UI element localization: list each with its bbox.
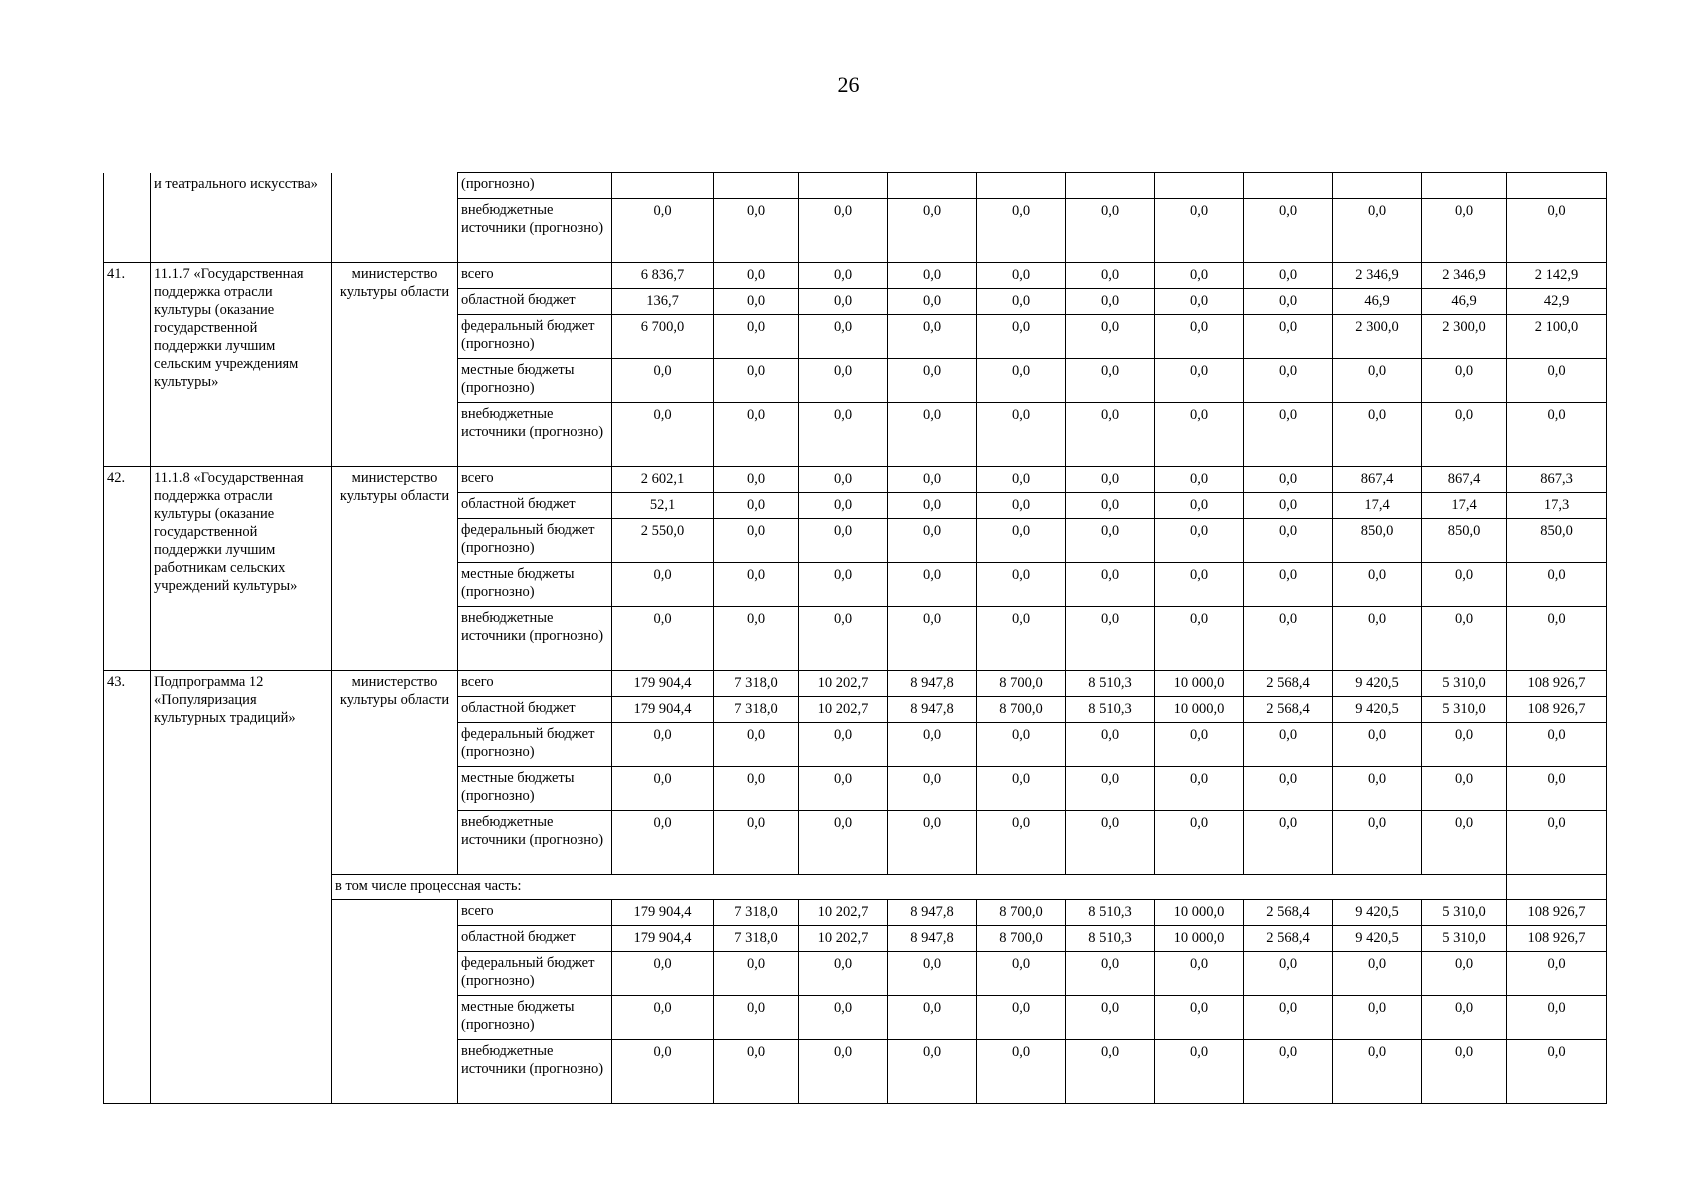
funding-source-label: внебюджетные источники (прогнозно) — [458, 199, 612, 263]
table-row — [104, 671, 1607, 697]
amount-cell: 0,0 — [714, 767, 799, 811]
row-number: 41. — [104, 263, 151, 467]
amount-cell: 0,0 — [1507, 199, 1607, 263]
funding-source-label: внебюджетные источники (прогнозно) — [458, 811, 612, 875]
amount-cell: 0,0 — [714, 263, 799, 289]
amount-cell: 10 000,0 — [1155, 697, 1244, 723]
amount-cell: 0,0 — [977, 199, 1066, 263]
amount-cell: 8 510,3 — [1066, 697, 1155, 723]
amount-cell: 0,0 — [977, 563, 1066, 607]
amount-cell: 5 310,0 — [1422, 926, 1507, 952]
amount-cell: 0,0 — [1244, 563, 1333, 607]
amount-cell: 0,0 — [1333, 563, 1422, 607]
amount-cell: 179 904,4 — [612, 900, 714, 926]
amount-cell: 0,0 — [1066, 563, 1155, 607]
amount-cell: 0,0 — [714, 607, 799, 671]
amount-cell: 2 568,4 — [1244, 900, 1333, 926]
amount-cell: 42,9 — [1507, 289, 1607, 315]
amount-cell: 0,0 — [1066, 359, 1155, 403]
funding-source-label: областной бюджет — [458, 697, 612, 723]
amount-cell: 0,0 — [1333, 723, 1422, 767]
amount-cell: 0,0 — [612, 359, 714, 403]
amount-cell: 8 947,8 — [888, 671, 977, 697]
amount-cell: 10 000,0 — [1155, 926, 1244, 952]
amount-cell: 0,0 — [612, 996, 714, 1040]
amount-cell: 0,0 — [1422, 952, 1507, 996]
amount-cell: 0,0 — [1066, 467, 1155, 493]
amount-cell: 0,0 — [1244, 811, 1333, 875]
amount-cell: 0,0 — [1155, 952, 1244, 996]
amount-cell — [1066, 173, 1155, 199]
amount-cell: 0,0 — [714, 289, 799, 315]
amount-cell: 0,0 — [1066, 723, 1155, 767]
amount-cell: 0,0 — [799, 563, 888, 607]
amount-cell: 0,0 — [1244, 199, 1333, 263]
amount-cell: 0,0 — [1333, 403, 1422, 467]
amount-cell: 0,0 — [714, 996, 799, 1040]
amount-cell: 0,0 — [1422, 403, 1507, 467]
amount-cell: 0,0 — [1244, 1040, 1333, 1104]
amount-cell — [888, 173, 977, 199]
amount-cell: 9 420,5 — [1333, 671, 1422, 697]
amount-cell: 0,0 — [714, 493, 799, 519]
amount-cell: 0,0 — [1155, 467, 1244, 493]
amount-cell: 0,0 — [1155, 519, 1244, 563]
amount-cell: 0,0 — [799, 199, 888, 263]
amount-cell: 8 510,3 — [1066, 926, 1155, 952]
amount-cell: 0,0 — [888, 723, 977, 767]
amount-cell: 17,4 — [1333, 493, 1422, 519]
amount-cell: 2 300,0 — [1333, 315, 1422, 359]
amount-cell: 0,0 — [1155, 723, 1244, 767]
row-number — [104, 173, 151, 263]
amount-cell: 0,0 — [799, 467, 888, 493]
amount-cell: 0,0 — [1333, 1040, 1422, 1104]
amount-cell: 0,0 — [977, 315, 1066, 359]
row-number: 42. — [104, 467, 151, 671]
responsible-executor: министерство культуры области — [332, 467, 458, 671]
amount-cell — [1244, 173, 1333, 199]
amount-cell: 10 202,7 — [799, 697, 888, 723]
amount-cell: 0,0 — [1244, 952, 1333, 996]
amount-cell: 0,0 — [977, 607, 1066, 671]
amount-cell: 0,0 — [799, 359, 888, 403]
amount-cell: 8 510,3 — [1066, 900, 1155, 926]
amount-cell: 0,0 — [1066, 315, 1155, 359]
amount-cell: 0,0 — [888, 199, 977, 263]
amount-cell — [612, 173, 714, 199]
amount-cell: 10 202,7 — [799, 900, 888, 926]
amount-cell: 0,0 — [1155, 767, 1244, 811]
funding-source-label: местные бюджеты (прогнозно) — [458, 996, 612, 1040]
amount-cell: 0,0 — [714, 811, 799, 875]
amount-cell: 8 700,0 — [977, 671, 1066, 697]
amount-cell: 0,0 — [977, 811, 1066, 875]
amount-cell: 2 602,1 — [612, 467, 714, 493]
amount-cell: 0,0 — [612, 1040, 714, 1104]
amount-cell: 0,0 — [799, 519, 888, 563]
funding-source-label: областной бюджет — [458, 289, 612, 315]
amount-cell: 0,0 — [1244, 723, 1333, 767]
amount-cell: 10 000,0 — [1155, 900, 1244, 926]
amount-cell: 0,0 — [888, 403, 977, 467]
amount-cell: 0,0 — [1155, 359, 1244, 403]
table-cell — [1507, 875, 1607, 900]
amount-cell: 2 550,0 — [612, 519, 714, 563]
amount-cell: 0,0 — [799, 289, 888, 315]
amount-cell: 0,0 — [1422, 563, 1507, 607]
amount-cell: 0,0 — [1422, 996, 1507, 1040]
responsible-executor — [332, 900, 458, 1104]
amount-cell: 0,0 — [1422, 607, 1507, 671]
responsible-executor: министерство культуры области — [332, 263, 458, 467]
amount-cell: 0,0 — [1244, 289, 1333, 315]
amount-cell: 0,0 — [888, 289, 977, 315]
amount-cell: 108 926,7 — [1507, 697, 1607, 723]
amount-cell: 0,0 — [612, 403, 714, 467]
amount-cell: 0,0 — [1333, 767, 1422, 811]
amount-cell: 867,4 — [1422, 467, 1507, 493]
amount-cell: 0,0 — [714, 199, 799, 263]
amount-cell: 0,0 — [1066, 952, 1155, 996]
amount-cell — [977, 173, 1066, 199]
funding-source-label: федеральный бюджет (прогнозно) — [458, 315, 612, 359]
amount-cell: 0,0 — [888, 359, 977, 403]
amount-cell: 0,0 — [977, 767, 1066, 811]
amount-cell — [1507, 173, 1607, 199]
amount-cell: 0,0 — [714, 563, 799, 607]
amount-cell: 7 318,0 — [714, 926, 799, 952]
amount-cell: 108 926,7 — [1507, 900, 1607, 926]
amount-cell: 0,0 — [977, 952, 1066, 996]
amount-cell: 2 346,9 — [1422, 263, 1507, 289]
amount-cell: 46,9 — [1422, 289, 1507, 315]
amount-cell: 0,0 — [1155, 263, 1244, 289]
amount-cell: 0,0 — [888, 263, 977, 289]
amount-cell: 0,0 — [1155, 403, 1244, 467]
amount-cell: 0,0 — [977, 403, 1066, 467]
amount-cell: 0,0 — [1333, 199, 1422, 263]
amount-cell: 0,0 — [977, 263, 1066, 289]
amount-cell — [1333, 173, 1422, 199]
amount-cell: 0,0 — [799, 1040, 888, 1104]
amount-cell: 0,0 — [888, 952, 977, 996]
funding-source-label: всего — [458, 263, 612, 289]
amount-cell: 0,0 — [1155, 289, 1244, 315]
amount-cell: 0,0 — [1333, 607, 1422, 671]
amount-cell: 0,0 — [612, 723, 714, 767]
amount-cell: 0,0 — [977, 1040, 1066, 1104]
amount-cell: 10 202,7 — [799, 926, 888, 952]
amount-cell: 17,3 — [1507, 493, 1607, 519]
amount-cell: 7 318,0 — [714, 900, 799, 926]
amount-cell: 0,0 — [1244, 996, 1333, 1040]
amount-cell: 5 310,0 — [1422, 900, 1507, 926]
amount-cell: 0,0 — [1422, 811, 1507, 875]
amount-cell: 850,0 — [1507, 519, 1607, 563]
funding-source-label: областной бюджет — [458, 493, 612, 519]
amount-cell: 0,0 — [1066, 493, 1155, 519]
amount-cell: 0,0 — [1422, 199, 1507, 263]
amount-cell: 179 904,4 — [612, 671, 714, 697]
amount-cell: 0,0 — [799, 952, 888, 996]
amount-cell: 0,0 — [888, 563, 977, 607]
amount-cell: 46,9 — [1333, 289, 1422, 315]
amount-cell: 0,0 — [1155, 996, 1244, 1040]
funding-source-label: местные бюджеты (прогнозно) — [458, 563, 612, 607]
amount-cell: 5 310,0 — [1422, 697, 1507, 723]
amount-cell: 0,0 — [977, 467, 1066, 493]
amount-cell: 2 568,4 — [1244, 697, 1333, 723]
amount-cell: 0,0 — [1244, 607, 1333, 671]
amount-cell: 0,0 — [1066, 289, 1155, 315]
amount-cell: 0,0 — [1422, 723, 1507, 767]
amount-cell: 0,0 — [888, 519, 977, 563]
funding-source-label: всего — [458, 671, 612, 697]
amount-cell: 8 947,8 — [888, 900, 977, 926]
funding-source-label: местные бюджеты (прогнозно) — [458, 767, 612, 811]
amount-cell: 0,0 — [1244, 519, 1333, 563]
amount-cell: 0,0 — [1507, 811, 1607, 875]
amount-cell: 0,0 — [1507, 952, 1607, 996]
amount-cell: 9 420,5 — [1333, 926, 1422, 952]
amount-cell: 0,0 — [888, 607, 977, 671]
amount-cell: 136,7 — [612, 289, 714, 315]
page-number: 26 — [837, 72, 860, 97]
amount-cell: 0,0 — [888, 996, 977, 1040]
amount-cell: 5 310,0 — [1422, 671, 1507, 697]
amount-cell: 0,0 — [1422, 767, 1507, 811]
amount-cell: 850,0 — [1422, 519, 1507, 563]
amount-cell: 0,0 — [612, 952, 714, 996]
measure-name: 11.1.7 «Государственная поддержка отрасли культуры (оказание государственной поддержки лучшим сельским учреждениям культуры» — [151, 263, 332, 467]
amount-cell: 0,0 — [799, 811, 888, 875]
responsible-executor: министерство культуры области — [332, 671, 458, 875]
amount-cell: 2 100,0 — [1507, 315, 1607, 359]
funding-source-label: (прогнозно) — [458, 173, 612, 199]
amount-cell: 0,0 — [1066, 1040, 1155, 1104]
amount-cell: 0,0 — [1507, 563, 1607, 607]
funding-source-label: областной бюджет — [458, 926, 612, 952]
amount-cell: 0,0 — [1507, 767, 1607, 811]
amount-cell: 108 926,7 — [1507, 926, 1607, 952]
amount-cell: 0,0 — [799, 315, 888, 359]
funding-source-label: всего — [458, 900, 612, 926]
amount-cell: 0,0 — [714, 952, 799, 996]
amount-cell: 179 904,4 — [612, 926, 714, 952]
amount-cell: 0,0 — [714, 1040, 799, 1104]
amount-cell: 0,0 — [1244, 467, 1333, 493]
amount-cell: 0,0 — [1333, 811, 1422, 875]
amount-cell: 0,0 — [1066, 811, 1155, 875]
amount-cell: 850,0 — [1333, 519, 1422, 563]
amount-cell: 0,0 — [1244, 767, 1333, 811]
amount-cell: 0,0 — [1066, 519, 1155, 563]
amount-cell: 6 836,7 — [612, 263, 714, 289]
amount-cell: 17,4 — [1422, 493, 1507, 519]
amount-cell: 0,0 — [1507, 607, 1607, 671]
amount-cell: 8 510,3 — [1066, 671, 1155, 697]
amount-cell: 10 000,0 — [1155, 671, 1244, 697]
measure-name: 11.1.8 «Государственная поддержка отрасли культуры (оказание государственной поддержки лучшим работникам сельских учреждений культуры» — [151, 467, 332, 671]
amount-cell: 0,0 — [1155, 811, 1244, 875]
amount-cell: 0,0 — [1507, 723, 1607, 767]
funding-source-label: федеральный бюджет (прогнозно) — [458, 952, 612, 996]
amount-cell: 0,0 — [1422, 1040, 1507, 1104]
amount-cell: 0,0 — [1155, 1040, 1244, 1104]
amount-cell: 8 700,0 — [977, 900, 1066, 926]
amount-cell: 0,0 — [977, 289, 1066, 315]
amount-cell: 0,0 — [1155, 493, 1244, 519]
amount-cell: 108 926,7 — [1507, 671, 1607, 697]
funding-source-label: федеральный бюджет (прогнозно) — [458, 519, 612, 563]
amount-cell: 0,0 — [1507, 403, 1607, 467]
amount-cell: 8 947,8 — [888, 926, 977, 952]
amount-cell: 0,0 — [1422, 359, 1507, 403]
amount-cell: 0,0 — [612, 607, 714, 671]
amount-cell: 2 568,4 — [1244, 926, 1333, 952]
amount-cell: 0,0 — [612, 199, 714, 263]
funding-source-label: местные бюджеты (прогнозно) — [458, 359, 612, 403]
amount-cell: 0,0 — [977, 519, 1066, 563]
funding-source-label: федеральный бюджет (прогнозно) — [458, 723, 612, 767]
amount-cell: 0,0 — [799, 403, 888, 467]
amount-cell — [1422, 173, 1507, 199]
table-row — [104, 173, 1607, 199]
amount-cell: 0,0 — [612, 811, 714, 875]
amount-cell — [714, 173, 799, 199]
funding-source-label: внебюджетные источники (прогнозно) — [458, 1040, 612, 1104]
amount-cell: 0,0 — [799, 723, 888, 767]
amount-cell: 0,0 — [1066, 767, 1155, 811]
amount-cell: 0,0 — [1333, 359, 1422, 403]
amount-cell: 8 700,0 — [977, 926, 1066, 952]
amount-cell: 0,0 — [612, 767, 714, 811]
amount-cell: 0,0 — [1333, 952, 1422, 996]
amount-cell: 0,0 — [888, 493, 977, 519]
amount-cell: 0,0 — [1244, 359, 1333, 403]
amount-cell: 9 420,5 — [1333, 697, 1422, 723]
amount-cell: 0,0 — [714, 723, 799, 767]
amount-cell: 0,0 — [799, 263, 888, 289]
amount-cell: 0,0 — [1507, 1040, 1607, 1104]
table-row — [104, 263, 1607, 289]
amount-cell: 0,0 — [714, 315, 799, 359]
amount-cell: 0,0 — [1244, 315, 1333, 359]
table-row — [104, 467, 1607, 493]
amount-cell: 0,0 — [1066, 607, 1155, 671]
amount-cell: 0,0 — [1155, 607, 1244, 671]
amount-cell: 0,0 — [1333, 996, 1422, 1040]
funding-source-label: внебюджетные источники (прогнозно) — [458, 403, 612, 467]
amount-cell: 0,0 — [1066, 996, 1155, 1040]
measure-name: Подпрограмма 12 «Популяризация культурных традиций» — [151, 671, 332, 1104]
amount-cell: 0,0 — [1155, 315, 1244, 359]
amount-cell: 6 700,0 — [612, 315, 714, 359]
amount-cell: 0,0 — [888, 315, 977, 359]
amount-cell: 2 346,9 — [1333, 263, 1422, 289]
amount-cell: 0,0 — [1507, 996, 1607, 1040]
amount-cell: 0,0 — [1244, 263, 1333, 289]
amount-cell: 0,0 — [977, 996, 1066, 1040]
amount-cell: 0,0 — [1507, 359, 1607, 403]
amount-cell: 2 568,4 — [1244, 671, 1333, 697]
amount-cell: 7 318,0 — [714, 697, 799, 723]
amount-cell: 0,0 — [977, 723, 1066, 767]
amount-cell: 0,0 — [1066, 199, 1155, 263]
amount-cell: 0,0 — [888, 767, 977, 811]
amount-cell: 867,4 — [1333, 467, 1422, 493]
amount-cell: 867,3 — [1507, 467, 1607, 493]
amount-cell: 0,0 — [714, 359, 799, 403]
responsible-executor — [332, 173, 458, 263]
amount-cell: 0,0 — [888, 1040, 977, 1104]
amount-cell: 0,0 — [977, 359, 1066, 403]
amount-cell: 0,0 — [799, 767, 888, 811]
amount-cell: 0,0 — [1066, 403, 1155, 467]
amount-cell: 0,0 — [977, 493, 1066, 519]
amount-cell: 0,0 — [888, 467, 977, 493]
section-label: в том числе процессная часть: — [332, 875, 1507, 900]
amount-cell — [799, 173, 888, 199]
amount-cell: 0,0 — [1155, 563, 1244, 607]
amount-cell: 0,0 — [612, 563, 714, 607]
amount-cell: 9 420,5 — [1333, 900, 1422, 926]
measure-name: и театрального искусства» — [151, 173, 332, 263]
amount-cell — [1155, 173, 1244, 199]
amount-cell: 0,0 — [714, 519, 799, 563]
amount-cell: 2 300,0 — [1422, 315, 1507, 359]
amount-cell: 7 318,0 — [714, 671, 799, 697]
funding-source-label: внебюджетные источники (прогнозно) — [458, 607, 612, 671]
amount-cell: 0,0 — [1244, 493, 1333, 519]
amount-cell: 52,1 — [612, 493, 714, 519]
row-number: 43. — [104, 671, 151, 1104]
amount-cell: 2 142,9 — [1507, 263, 1607, 289]
amount-cell: 0,0 — [714, 403, 799, 467]
funding-source-label: всего — [458, 467, 612, 493]
amount-cell: 0,0 — [714, 467, 799, 493]
amount-cell: 0,0 — [799, 996, 888, 1040]
amount-cell: 8 700,0 — [977, 697, 1066, 723]
amount-cell: 0,0 — [799, 607, 888, 671]
amount-cell: 0,0 — [799, 493, 888, 519]
amount-cell: 10 202,7 — [799, 671, 888, 697]
amount-cell: 0,0 — [1066, 263, 1155, 289]
amount-cell: 8 947,8 — [888, 697, 977, 723]
amount-cell: 0,0 — [888, 811, 977, 875]
amount-cell: 179 904,4 — [612, 697, 714, 723]
amount-cell: 0,0 — [1244, 403, 1333, 467]
budget-table — [103, 172, 1607, 1104]
amount-cell: 0,0 — [1155, 199, 1244, 263]
